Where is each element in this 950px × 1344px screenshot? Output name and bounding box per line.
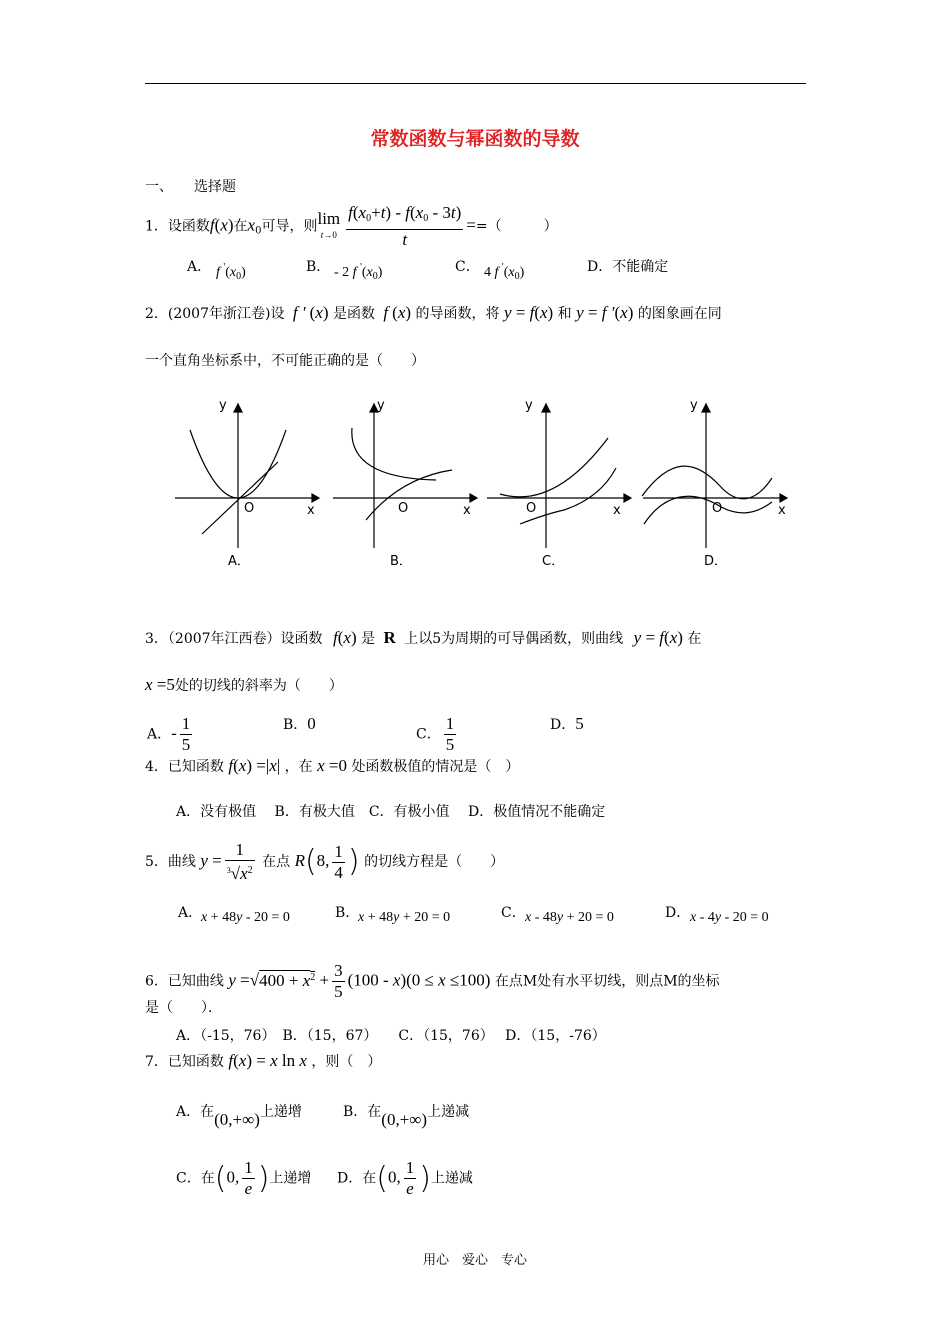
q5-option-a-expr: x + 48y - 20 = 0 xyxy=(201,910,290,925)
graph-d xyxy=(642,404,787,548)
q7-option-c: C．在(0, $\frac{1}{e}$ )上递增 xyxy=(176,1158,312,1198)
q1-option-c-expr: 4 f $'(x_0)$ xyxy=(484,262,525,282)
question-6: 6．已知曲线 $y =√400 + x^2$ + $\frac{3}{5}$ (100 - x)(0 ≤ x ≤100) 在点M处有水平切线，则点M的坐标 xyxy=(145,961,720,1001)
q5-option-c: C． xyxy=(501,905,526,921)
graph-d-label: D． xyxy=(704,554,728,569)
q7-option-d: D．在(0, $\frac{1}{e}$ )上递减 xyxy=(337,1158,473,1198)
q1-suffix: =（ ） xyxy=(475,218,558,235)
q4-options: A．没有极值 B．有极大值 C．有极小值 D．极值情况不能确定 xyxy=(176,804,606,820)
page-footer: 用心 爱心 专心 xyxy=(422,1253,527,1268)
q1-option-d: D．不能确定 xyxy=(587,259,669,275)
q1-mid2: 可导，则 xyxy=(261,218,318,235)
graph-d-origin: O xyxy=(712,501,723,516)
graph-options xyxy=(172,398,792,582)
question-1: 1．设函数f(x)在$x_0$可导，则lim t→0 $\frac{f(x_0+t) - f(x_0 - 3t)}{t}$ ==（ ） xyxy=(145,203,558,249)
graph-a-y-label: y xyxy=(219,398,227,413)
q5-option-c-expr: x - 48y + 20 = 0 xyxy=(525,910,614,925)
header-rule xyxy=(145,83,806,84)
q1-option-a-expr: f $'(x_0)$ xyxy=(216,262,246,282)
graph-a-origin: O xyxy=(244,501,255,516)
question-4: 4．已知函数 f(x) =|x| ，在 x =0 处函数极值的情况是（ ） xyxy=(145,756,520,775)
q5-option-d: D． xyxy=(665,905,691,921)
q6-options: A．（-15，76） B．（15，67） C．（15，76） D．（15，-76） xyxy=(176,1028,606,1044)
question-2-line1: 2．(2007年浙江卷)设 f ′ (x) 是函数 f (x) 的导函数，将 y = f(x) 和 y = f ′(x) 的图象画在同 xyxy=(145,303,722,322)
q1-option-a: A． xyxy=(187,259,212,275)
graph-b-x-label: x xyxy=(463,503,471,518)
question-2-line2: 一个直角坐标系中，不可能正确的是（ ） xyxy=(145,353,425,369)
graph-b-y-label: y xyxy=(377,398,385,413)
q1-option-b: B． xyxy=(306,259,331,275)
q3-option-a: A．- $\frac{1}{5}$ xyxy=(147,714,191,754)
question-3-line1: 3．（2007年江西卷）设函数 f(x) 是 R 上以5为周期的可导偶函数，则曲线 y = f(x) 在 xyxy=(145,628,702,647)
graph-b-origin: O xyxy=(398,501,409,516)
q3-option-b: B．0 xyxy=(283,714,316,733)
graph-d-y-label: y xyxy=(690,398,698,413)
graph-c-x-label: x xyxy=(613,503,621,518)
q5-option-b: B． xyxy=(335,905,360,921)
section-heading: 一、 选择题 xyxy=(145,179,236,195)
q1-option-c: C． xyxy=(455,259,480,275)
graph-b-label: B． xyxy=(390,554,412,569)
q1-prefix: 1．设函数 xyxy=(145,218,210,235)
question-5: 5．曲线 y = $\frac{1}{^3√x^2}$ 在点 R(8, $\frac{1}{4}$ ) 的切线方程是（ ） xyxy=(145,840,505,883)
q7-option-b: B．在(0,+∞)上递减 xyxy=(343,1104,470,1129)
graph-d-x-label: x xyxy=(778,503,786,518)
question-7: 7．已知函数 f(x) = x ln x ，则（ ） xyxy=(145,1051,382,1070)
q1-mid: 在 xyxy=(233,218,248,235)
graph-c xyxy=(487,404,631,548)
q1-option-b-expr: - 2 f $'(x_0)$ xyxy=(334,262,383,282)
page-title: 常数函数与幂函数的导数 xyxy=(370,128,580,150)
graph-a-label: A． xyxy=(228,554,250,569)
graph-c-label: C． xyxy=(542,554,565,569)
question-3-line2: x =5处的切线的斜率为（ ） xyxy=(145,675,343,694)
graph-a xyxy=(175,404,319,548)
graph-c-origin: O xyxy=(526,501,537,516)
graph-c-y-label: y xyxy=(525,398,533,413)
q5-option-b-expr: x + 48y + 20 = 0 xyxy=(358,910,451,925)
q3-option-c: C． $\frac{1}{5}$ xyxy=(416,714,455,754)
function-graphs xyxy=(172,398,792,578)
question-6-line2: 是（ ）． xyxy=(145,1000,222,1016)
graph-b xyxy=(333,404,477,548)
q3-option-d: D．5 xyxy=(550,714,584,733)
q5-option-a: A． xyxy=(178,905,203,921)
graph-a-x-label: x xyxy=(307,503,315,518)
q5-option-d-expr: x - 4y - 20 = 0 xyxy=(690,910,769,925)
q7-option-a: A．在(0,+∞)上递增 xyxy=(176,1104,302,1129)
